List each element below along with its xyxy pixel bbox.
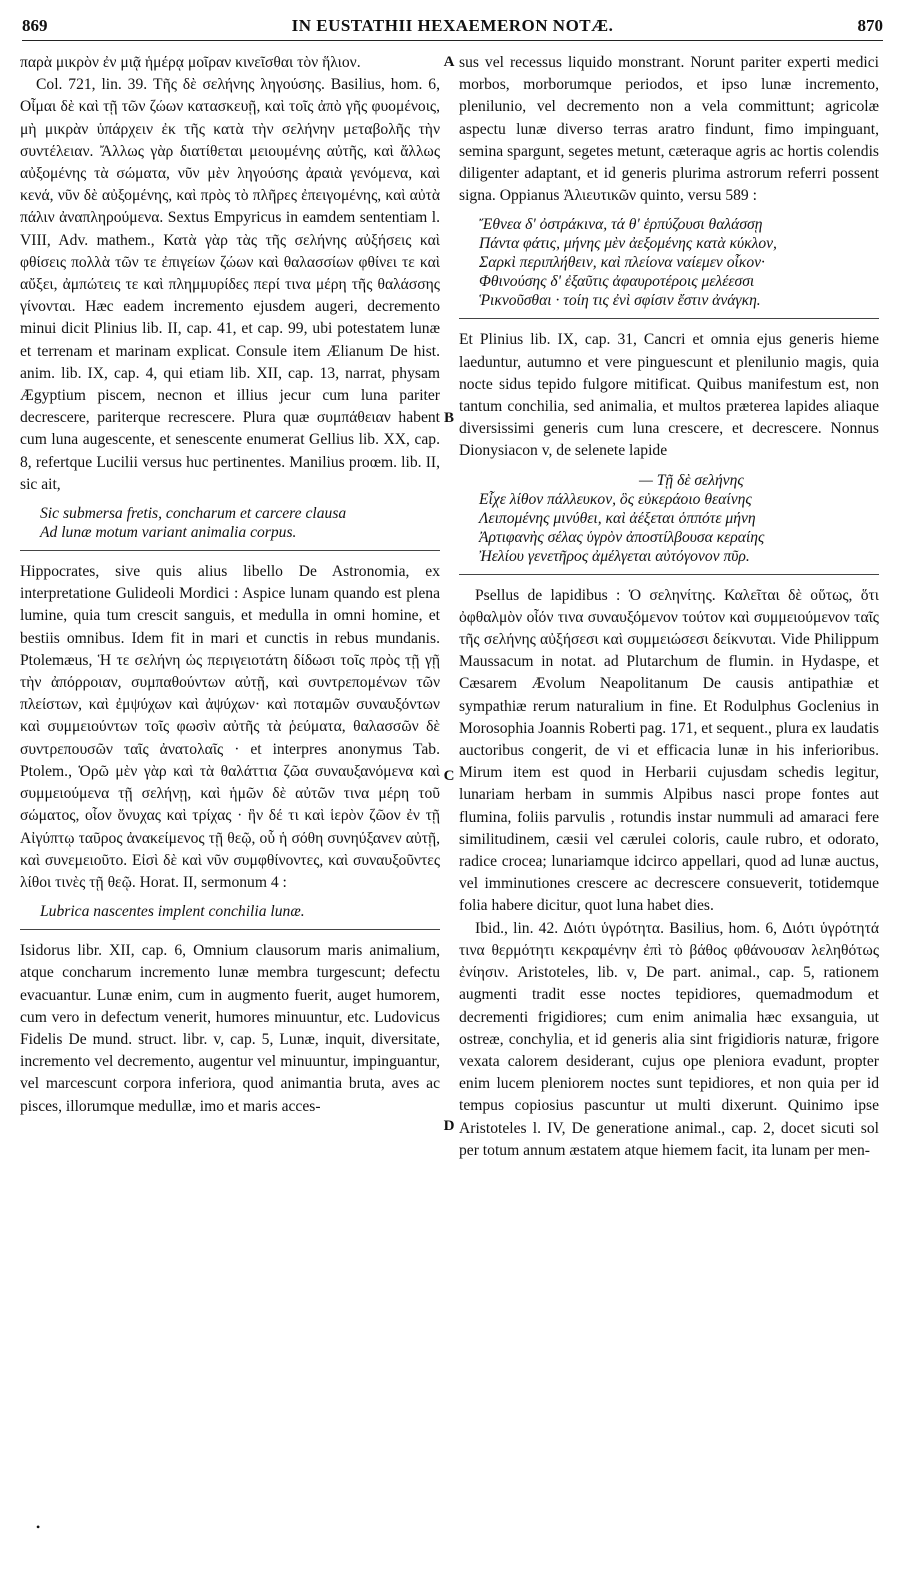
verse-line: Εἶχε λίθον πάλλευκον, ὃς εὐκεράοιο θεαίνης: [479, 490, 752, 508]
verse-quote: [40, 504, 440, 542]
running-title: IN EUSTATHII HEXAEMERON NOTÆ.: [291, 16, 614, 35]
paragraph: Hippocrates, sive quis alius libello De Astronomia, ex interpretatione Gulideoli Mordici : Aspice lunam quando est plena lumine, quia tum crescit sanguis, et medulla in omni homine, et bestiis omnibus. Idem fit in mari et cunctis in rebus mundanis. Ptolemæus, Ἡ τε σελήνη ὡς περιγειοτάτη δίδωσι τοῖς πρὸς τῇ γῇ τὴν ἀπόρροιαν, συμπαθούντων αὐτῇ, καὶ συντρεπομένων τῶν πλείστων, καὶ ἐμψύχων καὶ ἀψύχων· καὶ ποταμῶν συναυξόντων καὶ συμμειούντων τοῖς φωσὶν αὐτῆς τὰ ῥεύματα, θαλασσῶν δὲ συντρεπουσῶν ταῖς ἀνατολαῖς · et interpres anonymus Tab. Ptolem., Ὁρῶ μὲν γὰρ καὶ τὰ θαλάττια ζῶα συναυξανόμενα καὶ συμμειούμενα τῇ σελήνῃ, καὶ ἡμῶν δὲ αὐτῶν τινα μέρη τοῦ σώματος, οἷον ὄνυχας καὶ τρίχας · ἣν δέ τι καὶ ἱερὸν ζῶον ἐν τῇ Αἰγύπτῳ ταῦρος ἀνακείμενος τῇ θεῷ, οὗ ἡ σόθη συνηύξανεν αὐτῇ, καὶ συνεμειοῦτο. Εἰσὶ δὲ καὶ νῦν συμφθίνοντες, καὶ συναυξοῦντες λίθοι τινὲς τῇ θεῷ. Horat. II, sermonum 4 :: [20, 563, 440, 891]
paragraph: παρὰ μικρὸν ἐν μιᾷ ἡμέρᾳ μοῖραν κινεῖσθαι τὸν ἥλιον.: [20, 54, 361, 71]
paragraph: Col. 721, lin. 39. Τῆς δὲ σελήνης ληγούσης. Basilius, hom. 6, Οἶμαι δὲ καὶ τῇ τῶν ζώων κατασκευῇ, καὶ τοῖς ἀπὸ γῆς φυομένοις, μὴ μικρὰν ὑπάρχειν ἐκ τῆς κατὰ τὴν σελήνην μεταβολῆς τὴν συντέλειαν. Ἄλλως γὰρ διατίθεται μειουμένης αὐτῆς, καὶ ἄλλως αὐξομένης τὰ σώματα, νῦν μὲν ληγούσης ἀραιὰ γενόμενα, καὶ κενά, νῦν δὲ αὐξομένης, καὶ πρὸς τὸ πλῆρες ἐπειγομένης, καὶ αὐτὰ πάλιν ἀναπληρούμενα. Sextus Empyricus in eamdem sententiam l. VIII, Adv. mathem., Κατὰ γὰρ τὰς τῆς σελήνης αὐξήσεις καὶ φθίσεις πολλὰ τῶν τε ἐπιγείων ζώων καὶ θαλασσίων φθίνει τε καὶ αὔξει, ἀμπώτεις τε καὶ πλημμυρίδες περί τινα μέρη τῆς θαλάσσης γίνονται. Hæc eadem incremento ejusdem augeri, decremento minui dicit Plinius lib. II, cap. 41, et cap. 99, ubi potestatem lunæ et terrenam et marinam explicat. Consule item Ælianum De hist. anim. lib. IX, cap. 4, qui etiam lib. XII, cap. 13, narrat, physam Ægyptium piscem, necnon et illius jecur cum luna pariter decrescere, pariterque recrescere. Plura quæ συμπάθειαν habent cum luna augescente, et senescente enumerat Gellius lib. XX, cap. 8, refertque Lucilii versus huc pertinentes. Manilius proœm. lib. II, sic ait,: [20, 76, 440, 493]
verse-quote: [40, 902, 440, 921]
verse-line: Φθινούσης δ' ἐξαῦτις ἀφαυροτέροις μελέεσσι: [479, 273, 755, 291]
divider: [20, 929, 440, 930]
verse-quote: [479, 215, 879, 310]
verse-line: Ἀρτιφανὴς σέλας ὑγρὸν ἀποστίλβουσα κεραίης: [479, 528, 765, 546]
footer-mark: •: [36, 1520, 41, 1534]
page-header: [22, 16, 883, 41]
right-column: [459, 52, 879, 1162]
margin-marker-b: B: [443, 410, 454, 426]
verse-line: Ad lunæ motum variant animalia corpus.: [40, 524, 297, 542]
verse-line: Lubrica nascentes implent conchilia lunæ.: [40, 903, 305, 921]
verse-line: — Τῇ δὲ σελήνης: [639, 471, 744, 489]
verse-quote: [479, 471, 879, 566]
divider: [459, 318, 879, 319]
verse-line: Sic submersa fretis, concharum et carcere clausa: [40, 505, 347, 523]
margin-marker-d: D: [443, 1118, 455, 1134]
verse-line: Λειπομένης μινύθει, καὶ ἀέξεται ὁππότε μήνη: [479, 509, 756, 527]
paragraph: sus vel recessus liquido monstrant. Norunt pariter experti medici morbos, morborumque periodos, et ipso lunæ incremento, plenilunio, vel decremento non a vela committunt; agricolæ aspectu lunæ diverso terras aratro findunt, fimo impinguant, semina spargunt, segetes metunt, cæteraque agris ac hortis colendis diligenter adaptant, et id generis plurima astrorum referri possent signa. Oppianus Ἀλιευτικῶν quinto, versu 589 :: [459, 54, 879, 205]
paragraph: Ibid., lin. 42. Διότι ὑγρότητα. Basilius, hom. 6, Διότι ὑγρότητά τινα θερμότητι κεκραμένην ἐπὶ τὸ βάθος φθάνουσαν λεληθότως ἐνίησιν. Aristoteles, lib. v, De part. animal., cap. 5, rationem augmenti tradit esse noctes tepidiores, quemadmodum et decrementi frigidiores; cum enim animalia hæc exsanguia, ut ostreæ, conchylia, et id generis alia sint frigidioris naturæ, frigore vexata calorem desiderant, cujus ope pleniora evadunt, propter enim lucem pleniorem noctes sunt tepidiores, et non quia per id tempus copiosius pascuntur ut multi dixerunt. Quinimo ipse Aristoteles l. IV, De generatione animal., cap. 2, docet sicuti sol per totum annum æstatem atque hiemem facit, ita lunam per men-: [459, 919, 879, 1159]
verse-line: Ἠελίου γενετῆρος ἀμέλγεται αὐτόγονον πῦρ.: [479, 547, 750, 565]
verse-line: Ἔθνεα δ' ὀστράκινα, τά θ' ἑρπύζουσι θαλάσσῃ: [479, 216, 763, 234]
paragraph: Isidorus libr. XII, cap. 6, Omnium clausorum maris animalium, atque concharum incremento lunæ membra turgescunt; defectu evacuantur. Lunæ enim, cum in augmento fuerit, auget humorem, cum vero in defectum venerit, humores minuuntur, etc. Ludovicus Fidelis De mund. struct. libr. v, cap. 5, Lunæ, inquit, diversitate, incremento vel decremento, augentur vel minuuntur, impinguantur, vel marcescunt corpora inferiora, quod animantia bruta, aves ac pisces, illorumque medullæ, imo et maris acces-: [20, 942, 440, 1115]
paragraph: Et Plinius lib. IX, cap. 31, Cancri et omnia ejus generis hieme laeduntur, autumno et vere pinguescunt et plenilunio magis, quia nocte sidus tepido fulgore mitificat. Quibus manifestum est, non tantum conchilia, sed animalia, et multos præterea lapides aliaque diversissimi generis cum luna crescere, et decrescere. Nonnus Dionysiacon v, de selenete lapide: [459, 331, 879, 460]
left-column: [20, 52, 440, 1118]
divider: [459, 574, 879, 575]
margin-marker-a: A: [443, 54, 455, 70]
divider: [20, 550, 440, 551]
verse-line: Ῥικνοῦσθαι · τοίη τις ἐνὶ σφίσιν ἔστιν ἀνάγκη.: [479, 292, 761, 310]
margin-marker-c: C: [443, 768, 455, 784]
verse-line: Πάντα φάτις, μήνης μὲν ἀεξομένης κατὰ κύκλον,: [479, 235, 777, 253]
page-number-right: 870: [857, 16, 883, 35]
page-number-left: 869: [22, 16, 48, 35]
verse-line: Σαρκὶ περιπλήθειν, καὶ πλείονα ναίεμεν οἶκον·: [479, 254, 765, 272]
paragraph: Psellus de lapidibus : Ὁ σεληνίτης. Καλεῖται δὲ οὕτως, ὅτι ὀφθαλμὸν οἷόν τινα συναυξόμενον τούτον καὶ συμμειούμενον ταῖς τῆς σελήνης αὐξήσεσι καὶ συμμειώσεσι δείκνυται. Vide Philippum Maussacum in notat. ad Plutarchum de flumin. in Hydaspe, et Cæsarem Ævolum Neapolitanum De causis antipathiæ et sympathiæ rerum naturalium in fine. Et Rodulphus Goclenius in Morosophia Joannis Roberti pag. 171, et sequent., plura ex laudatis auctoribus congerit, de vi et efficacia lunæ in his inferioribus. Mirum item est quod in Herbarii cujusdam schedis legitur, lunariam herbam in summis Alpibus nasci prope fontes aut flumina, foliis parvulis , rotundis instar nummuli ad amaraci fere similitudinem, cæsii vel cærulei coloris, caule rubro, et odorato, radice crocea; lunariamque idcirco appellari, quod ad lunæ auctus, vel imminutiones crescere ac decrescere consueverit, totidemque folia habere dicitur, quot luna habet dies.: [459, 586, 879, 915]
